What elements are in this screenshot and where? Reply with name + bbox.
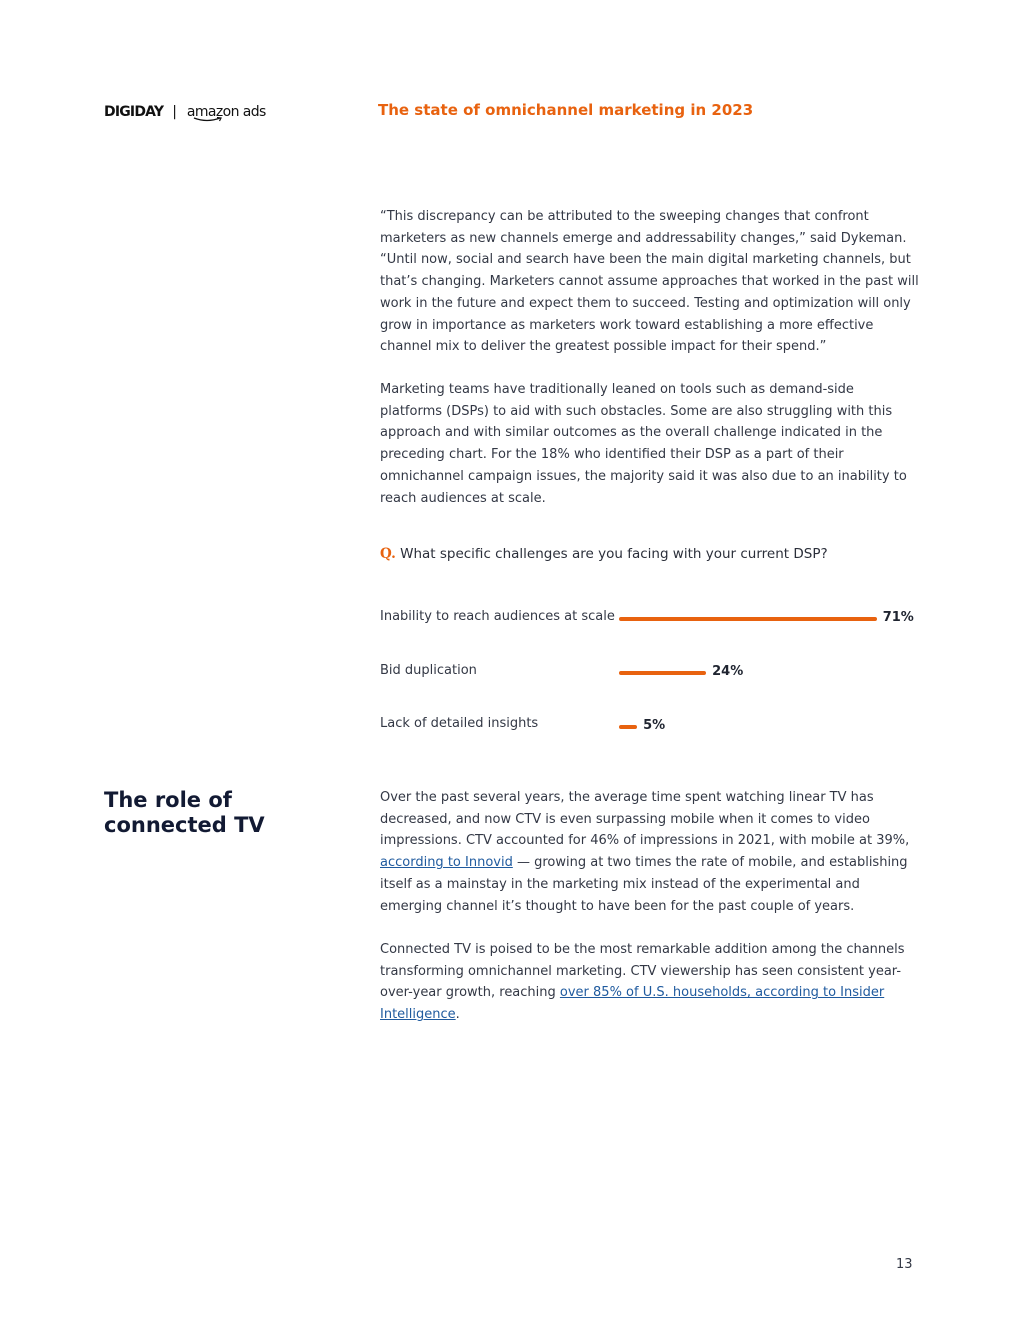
ctv-p1-text-a: Over the past several years, the average time spent watching linear TV has decreased, and now CTV is even surpassing mobile when it comes to video impressions. CTV accounted for 46% of impressions in 2021, with mobile at 39%, — [380, 790, 910, 849]
chart-question — [380, 546, 828, 562]
dsp-paragraph: Marketing teams have traditionally leaned on tools such as demand-side platforms (DSPs) to aid with such obstacles. Some are also struggling with this approach and with similar outcomes as the overall challenge indicated in the preceding chart. For the 18% who identified their DSP as a part of their omnichannel campaign issues, the majority said it was also due to an inability to reach audiences at scale. — [380, 382, 907, 506]
chart-bar — [619, 725, 637, 729]
chart-category-label: Inability to reach audiences at scale — [380, 609, 615, 624]
digiday-logo: DIGIDAY — [104, 104, 164, 120]
innovid-link[interactable]: according to Innovid — [380, 855, 513, 871]
ctv-paragraph-1 — [380, 787, 920, 917]
page-number: 13 — [896, 1257, 913, 1272]
chart-value-label: 24% — [712, 664, 744, 679]
chart-bar — [619, 671, 706, 675]
ctv-paragraph-2 — [380, 939, 920, 1026]
chart-category-label: Lack of detailed insights — [380, 716, 539, 731]
ctv-p2-text-b: . — [455, 1007, 460, 1023]
logo-separator: | — [172, 104, 177, 120]
ctv-p1-text-b: — growing at two times the rate of mobile, and establishing itself as a mainstay in the marketing mix instead of the experimental and emerging channel it’s thought to have been for the past couple of years. — [380, 855, 908, 914]
section-heading: The role of connected TV — [104, 788, 265, 837]
insider-intelligence-link[interactable]: over 85% of U.S. households, according to Insider Intelligence — [380, 985, 885, 1023]
chart-category-label: Bid duplication — [380, 663, 477, 678]
header-logos — [104, 101, 266, 123]
question-marker: Q. — [380, 546, 396, 562]
quote-paragraph: “This discrepancy can be attributed to the sweeping changes that confront marketers as new channels emerge and addressability changes,” said Dykeman. “Until now, social and search have been the main digital marketing channels, but that’s changing. Marketers cannot assume approaches that worked in the past will work in the future and expect them to succeed. Testing and optimization will only grow in importance as marketers work toward establishing a more effective channel mix to deliver the greatest possible impact for their spend.” — [380, 209, 919, 355]
amazon-ads-logo — [187, 104, 266, 120]
question-text: What specific challenges are you facing with your current DSP? — [400, 546, 828, 562]
amazon-ads-logo-text: amazon ads — [186, 104, 266, 120]
document-title: The state of omnichannel marketing in 2023 — [378, 101, 754, 119]
amazon-smile-icon — [193, 117, 223, 123]
chart-bar — [619, 617, 877, 621]
chart-value-label: 5% — [643, 718, 666, 733]
ctv-p2-text-a: Connected TV is poised to be the most remarkable addition among the channels transforming omnichannel marketing. CTV viewership has seen consistent year-over-year growth, reaching — [380, 942, 905, 1001]
chart-value-label: 71% — [882, 610, 914, 625]
